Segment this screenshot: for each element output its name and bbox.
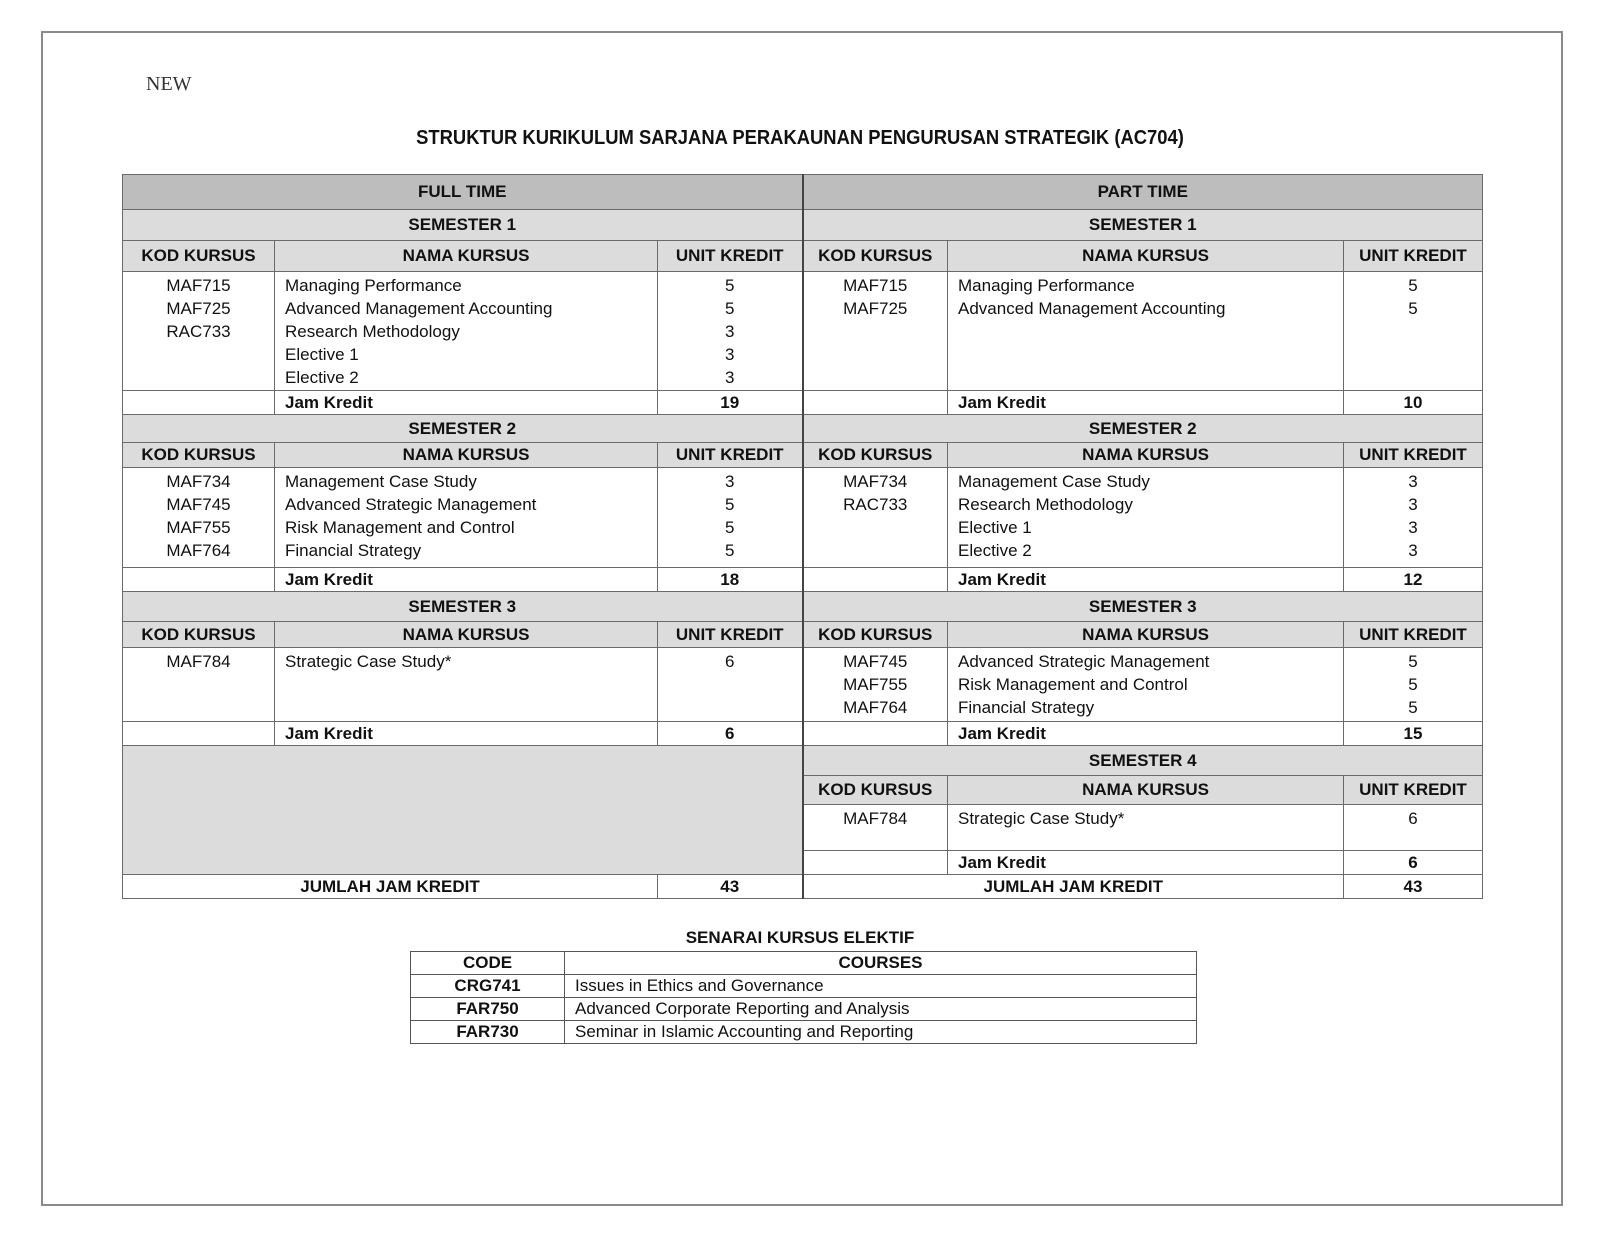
course-unit: 5 — [725, 541, 735, 560]
course-name: Elective 1 — [958, 518, 1032, 537]
empty-cell — [803, 568, 948, 592]
electives-table — [410, 951, 1197, 1044]
col-header-kod: KOD KURSUS — [803, 776, 948, 805]
course-unit: 5 — [1408, 652, 1418, 671]
jam-kredit-label: Jam Kredit — [948, 851, 1344, 875]
elective-code: CRG741 — [411, 975, 565, 998]
pt-sem4-total: 6 — [1344, 851, 1483, 875]
ft-sem1-units — [658, 272, 803, 391]
col-header-unit: UNIT KREDIT — [1344, 776, 1483, 805]
course-code: MAF764 — [843, 698, 908, 717]
course-name: Elective 2 — [285, 368, 359, 387]
ft-semester-3-header: SEMESTER 3 — [123, 592, 803, 622]
col-header-nama: NAMA KURSUS — [948, 622, 1344, 648]
pt-sem4-names — [948, 805, 1344, 851]
course-name: Risk Management and Control — [958, 675, 1188, 694]
col-header-nama: NAMA KURSUS — [275, 622, 658, 648]
course-name: Managing Performance — [285, 276, 462, 295]
elective-code: FAR750 — [411, 998, 565, 1021]
course-unit: 5 — [1408, 675, 1418, 694]
course-code: MAF715 — [166, 276, 231, 295]
col-header-nama: NAMA KURSUS — [948, 443, 1344, 468]
col-header-kod: KOD KURSUS — [123, 622, 275, 648]
course-code: MAF734 — [843, 472, 908, 491]
course-unit: 5 — [725, 518, 735, 537]
pt-sem2-names — [948, 468, 1344, 568]
part-time-header: PART TIME — [803, 175, 1483, 210]
table-row — [411, 975, 1197, 998]
ft-semester-2-header: SEMESTER 2 — [123, 415, 803, 443]
empty-cell — [803, 391, 948, 415]
pt-sem3-names — [948, 648, 1344, 722]
course-unit: 5 — [725, 299, 735, 318]
course-unit: 3 — [725, 368, 735, 387]
course-code: MAF755 — [166, 518, 231, 537]
col-header-nama: NAMA KURSUS — [275, 241, 658, 272]
course-name: Research Methodology — [958, 495, 1133, 514]
course-unit: 5 — [1408, 276, 1418, 295]
course-name: Managing Performance — [958, 276, 1135, 295]
ft-sem3-total: 6 — [658, 722, 803, 746]
ft-sem3-codes — [123, 648, 275, 722]
col-header-unit: UNIT KREDIT — [1344, 622, 1483, 648]
elective-course: Seminar in Islamic Accounting and Reporting — [565, 1021, 1197, 1044]
course-name: Elective 1 — [285, 345, 359, 364]
col-header-unit: UNIT KREDIT — [658, 241, 803, 272]
col-header-unit: UNIT KREDIT — [1344, 241, 1483, 272]
col-header-unit: UNIT KREDIT — [1344, 443, 1483, 468]
new-label: NEW — [146, 73, 192, 95]
empty-cell — [803, 851, 948, 875]
col-header-kod: KOD KURSUS — [123, 241, 275, 272]
course-unit: 3 — [1408, 518, 1418, 537]
course-name: Advanced Strategic Management — [958, 652, 1210, 671]
elective-course: Issues in Ethics and Governance — [565, 975, 1197, 998]
course-code: MAF745 — [843, 652, 908, 671]
course-unit: 5 — [725, 495, 735, 514]
col-header-kod: KOD KURSUS — [803, 443, 948, 468]
course-unit: 3 — [725, 345, 735, 364]
course-name: Management Case Study — [958, 472, 1150, 491]
pt-sem1-units — [1344, 272, 1483, 391]
course-code: MAF725 — [843, 299, 908, 318]
course-name: Risk Management and Control — [285, 518, 515, 537]
pt-jumlah-label: JUMLAH JAM KREDIT — [803, 875, 1344, 899]
course-name: Financial Strategy — [285, 541, 422, 560]
course-unit: 3 — [725, 472, 735, 491]
course-unit: 3 — [1408, 541, 1418, 560]
full-time-empty-block — [123, 746, 803, 875]
jam-kredit-label: Jam Kredit — [948, 391, 1344, 415]
empty-cell — [803, 722, 948, 746]
ft-jumlah-label: JUMLAH JAM KREDIT — [123, 875, 658, 899]
pt-sem1-names — [948, 272, 1344, 391]
col-header-nama: NAMA KURSUS — [275, 443, 658, 468]
col-header-nama: NAMA KURSUS — [948, 241, 1344, 272]
col-header-kod: KOD KURSUS — [123, 443, 275, 468]
col-header-kod: KOD KURSUS — [803, 622, 948, 648]
jam-kredit-label: Jam Kredit — [275, 568, 658, 592]
course-name: Advanced Management Accounting — [285, 299, 553, 318]
course-code: MAF784 — [166, 652, 231, 671]
pt-sem2-codes — [803, 468, 948, 568]
full-time-header: FULL TIME — [123, 175, 803, 210]
pt-sem1-codes — [803, 272, 948, 391]
elective-code: FAR730 — [411, 1021, 565, 1044]
course-unit: 5 — [1408, 698, 1418, 717]
course-unit: 3 — [1408, 472, 1418, 491]
course-code: RAC733 — [843, 495, 908, 514]
pt-sem2-total: 12 — [1344, 568, 1483, 592]
jam-kredit-label: Jam Kredit — [948, 568, 1344, 592]
course-code: MAF734 — [166, 472, 231, 491]
electives-header-courses: COURSES — [565, 952, 1197, 975]
col-header-unit: UNIT KREDIT — [658, 443, 803, 468]
jam-kredit-label: Jam Kredit — [275, 391, 658, 415]
ft-sem1-total: 19 — [658, 391, 803, 415]
ft-sem2-units — [658, 468, 803, 568]
course-name: Research Methodology — [285, 322, 460, 341]
jam-kredit-label: Jam Kredit — [948, 722, 1344, 746]
course-code: MAF745 — [166, 495, 231, 514]
pt-sem1-total: 10 — [1344, 391, 1483, 415]
pt-sem2-units — [1344, 468, 1483, 568]
course-name: Advanced Strategic Management — [285, 495, 537, 514]
electives-title: SENARAI KURSUS ELEKTIF — [685, 928, 915, 947]
course-unit: 3 — [1408, 495, 1418, 514]
course-name: Strategic Case Study* — [285, 652, 452, 671]
table-row — [411, 998, 1197, 1021]
pt-semester-4-header: SEMESTER 4 — [803, 746, 1483, 776]
course-name: Advanced Management Accounting — [958, 299, 1226, 318]
pt-jumlah-value: 43 — [1344, 875, 1483, 899]
course-code: MAF715 — [843, 276, 908, 295]
ft-sem3-names — [275, 648, 658, 722]
course-name: Elective 2 — [958, 541, 1032, 560]
ft-sem2-names — [275, 468, 658, 568]
curriculum-table — [122, 174, 1483, 899]
table-row — [411, 1021, 1197, 1044]
course-code: MAF755 — [843, 675, 908, 694]
col-header-nama: NAMA KURSUS — [948, 776, 1344, 805]
pt-sem4-units — [1344, 805, 1483, 851]
pt-semester-2-header: SEMESTER 2 — [803, 415, 1483, 443]
empty-cell — [123, 391, 275, 415]
empty-cell — [123, 568, 275, 592]
course-code: MAF725 — [166, 299, 231, 318]
course-unit: 5 — [1408, 299, 1418, 318]
elective-course: Advanced Corporate Reporting and Analysis — [565, 998, 1197, 1021]
jam-kredit-label: Jam Kredit — [275, 722, 658, 746]
course-unit: 3 — [725, 322, 735, 341]
ft-sem1-names — [275, 272, 658, 391]
pt-sem3-total: 15 — [1344, 722, 1483, 746]
course-name: Management Case Study — [285, 472, 477, 491]
document-title: STRUKTUR KURIKULUM SARJANA PERAKAUNAN PENGURUSAN STRATEGIK (AC704) — [416, 127, 1184, 149]
ft-sem3-units — [658, 648, 803, 722]
course-code: RAC733 — [166, 322, 231, 341]
ft-sem2-total: 18 — [658, 568, 803, 592]
ft-jumlah-value: 43 — [658, 875, 803, 899]
course-unit: 6 — [725, 652, 735, 671]
pt-sem3-codes — [803, 648, 948, 722]
pt-sem4-codes — [803, 805, 948, 851]
course-name: Financial Strategy — [958, 698, 1095, 717]
course-code: MAF784 — [843, 809, 908, 828]
empty-cell — [123, 722, 275, 746]
pt-semester-1-header: SEMESTER 1 — [803, 210, 1483, 241]
course-unit: 5 — [725, 276, 735, 295]
ft-sem1-codes — [123, 272, 275, 391]
col-header-kod: KOD KURSUS — [803, 241, 948, 272]
course-name: Strategic Case Study* — [958, 809, 1125, 828]
col-header-unit: UNIT KREDIT — [658, 622, 803, 648]
ft-semester-1-header: SEMESTER 1 — [123, 210, 803, 241]
pt-sem3-units — [1344, 648, 1483, 722]
course-unit: 6 — [1408, 809, 1418, 828]
course-code: MAF764 — [166, 541, 231, 560]
electives-header-code: CODE — [411, 952, 565, 975]
pt-semester-3-header: SEMESTER 3 — [803, 592, 1483, 622]
ft-sem2-codes — [123, 468, 275, 568]
